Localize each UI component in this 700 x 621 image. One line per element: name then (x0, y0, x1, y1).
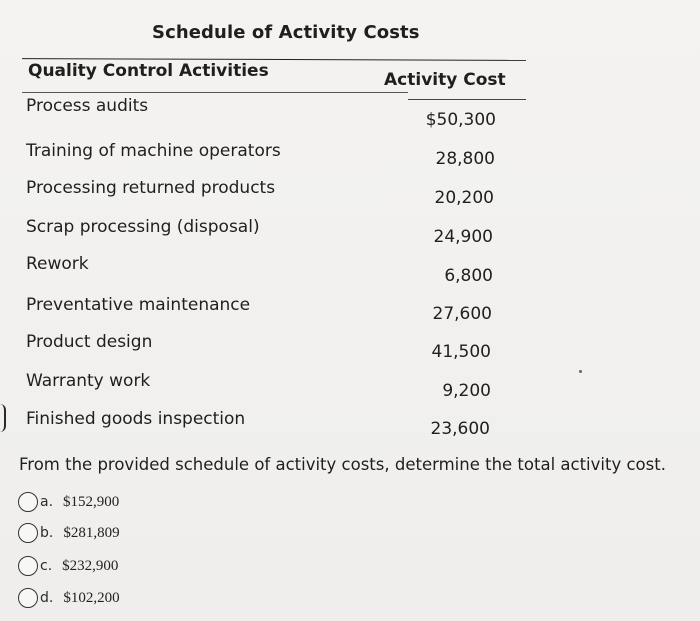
option-letter: c. (40, 558, 53, 574)
column-header-activity: Quality Control Activities (28, 61, 269, 81)
answer-option-c[interactable] (18, 556, 118, 576)
left-edge-mark (0, 404, 6, 432)
answer-option-b[interactable] (18, 523, 120, 543)
table-row-cost: 41,500 (431, 342, 491, 362)
answer-option-d[interactable] (18, 588, 120, 608)
option-letter: d. (40, 590, 54, 606)
table-row-activity: Preventative maintenance (26, 295, 251, 315)
option-value: $152,900 (63, 493, 120, 510)
column-header-cost: Activity Cost (384, 70, 506, 90)
table-row-cost: 28,800 (435, 149, 495, 169)
option-value: $232,900 (62, 557, 119, 574)
table-row-activity: Training of machine operators (26, 141, 281, 161)
table-row-cost: $50,300 (425, 110, 496, 130)
stray-dot (579, 370, 582, 373)
radio-button[interactable] (18, 523, 38, 543)
option-letter: b. (40, 525, 54, 541)
table-row-cost: 24,900 (433, 227, 493, 247)
table-row-cost: 9,200 (442, 381, 491, 401)
schedule-title: Schedule of Activity Costs (152, 22, 420, 43)
table-row-activity: Finished goods inspection (26, 409, 246, 429)
table-row-activity: Warranty work (26, 371, 151, 391)
option-value: $102,200 (63, 589, 120, 606)
option-value: $281,809 (63, 524, 120, 541)
table-row-cost: 6,800 (444, 266, 493, 286)
answer-option-a[interactable] (18, 492, 119, 512)
table-row-activity: Scrap processing (disposal) (26, 217, 260, 237)
question-text: From the provided schedule of activity costs, determine the total activity cost. (19, 455, 666, 474)
table-row-cost: 23,600 (430, 419, 490, 439)
table-row-cost: 27,600 (432, 304, 492, 324)
radio-button[interactable] (18, 556, 38, 576)
table-row-activity: Rework (26, 254, 89, 274)
table-row-activity: Processing returned products (26, 178, 276, 198)
radio-button[interactable] (18, 492, 38, 512)
option-letter: a. (40, 494, 54, 510)
radio-button[interactable] (18, 588, 38, 608)
table-row-activity: Product design (26, 332, 153, 352)
table-row-cost: 20,200 (434, 188, 494, 208)
table-row-activity: Process audits (26, 96, 149, 116)
